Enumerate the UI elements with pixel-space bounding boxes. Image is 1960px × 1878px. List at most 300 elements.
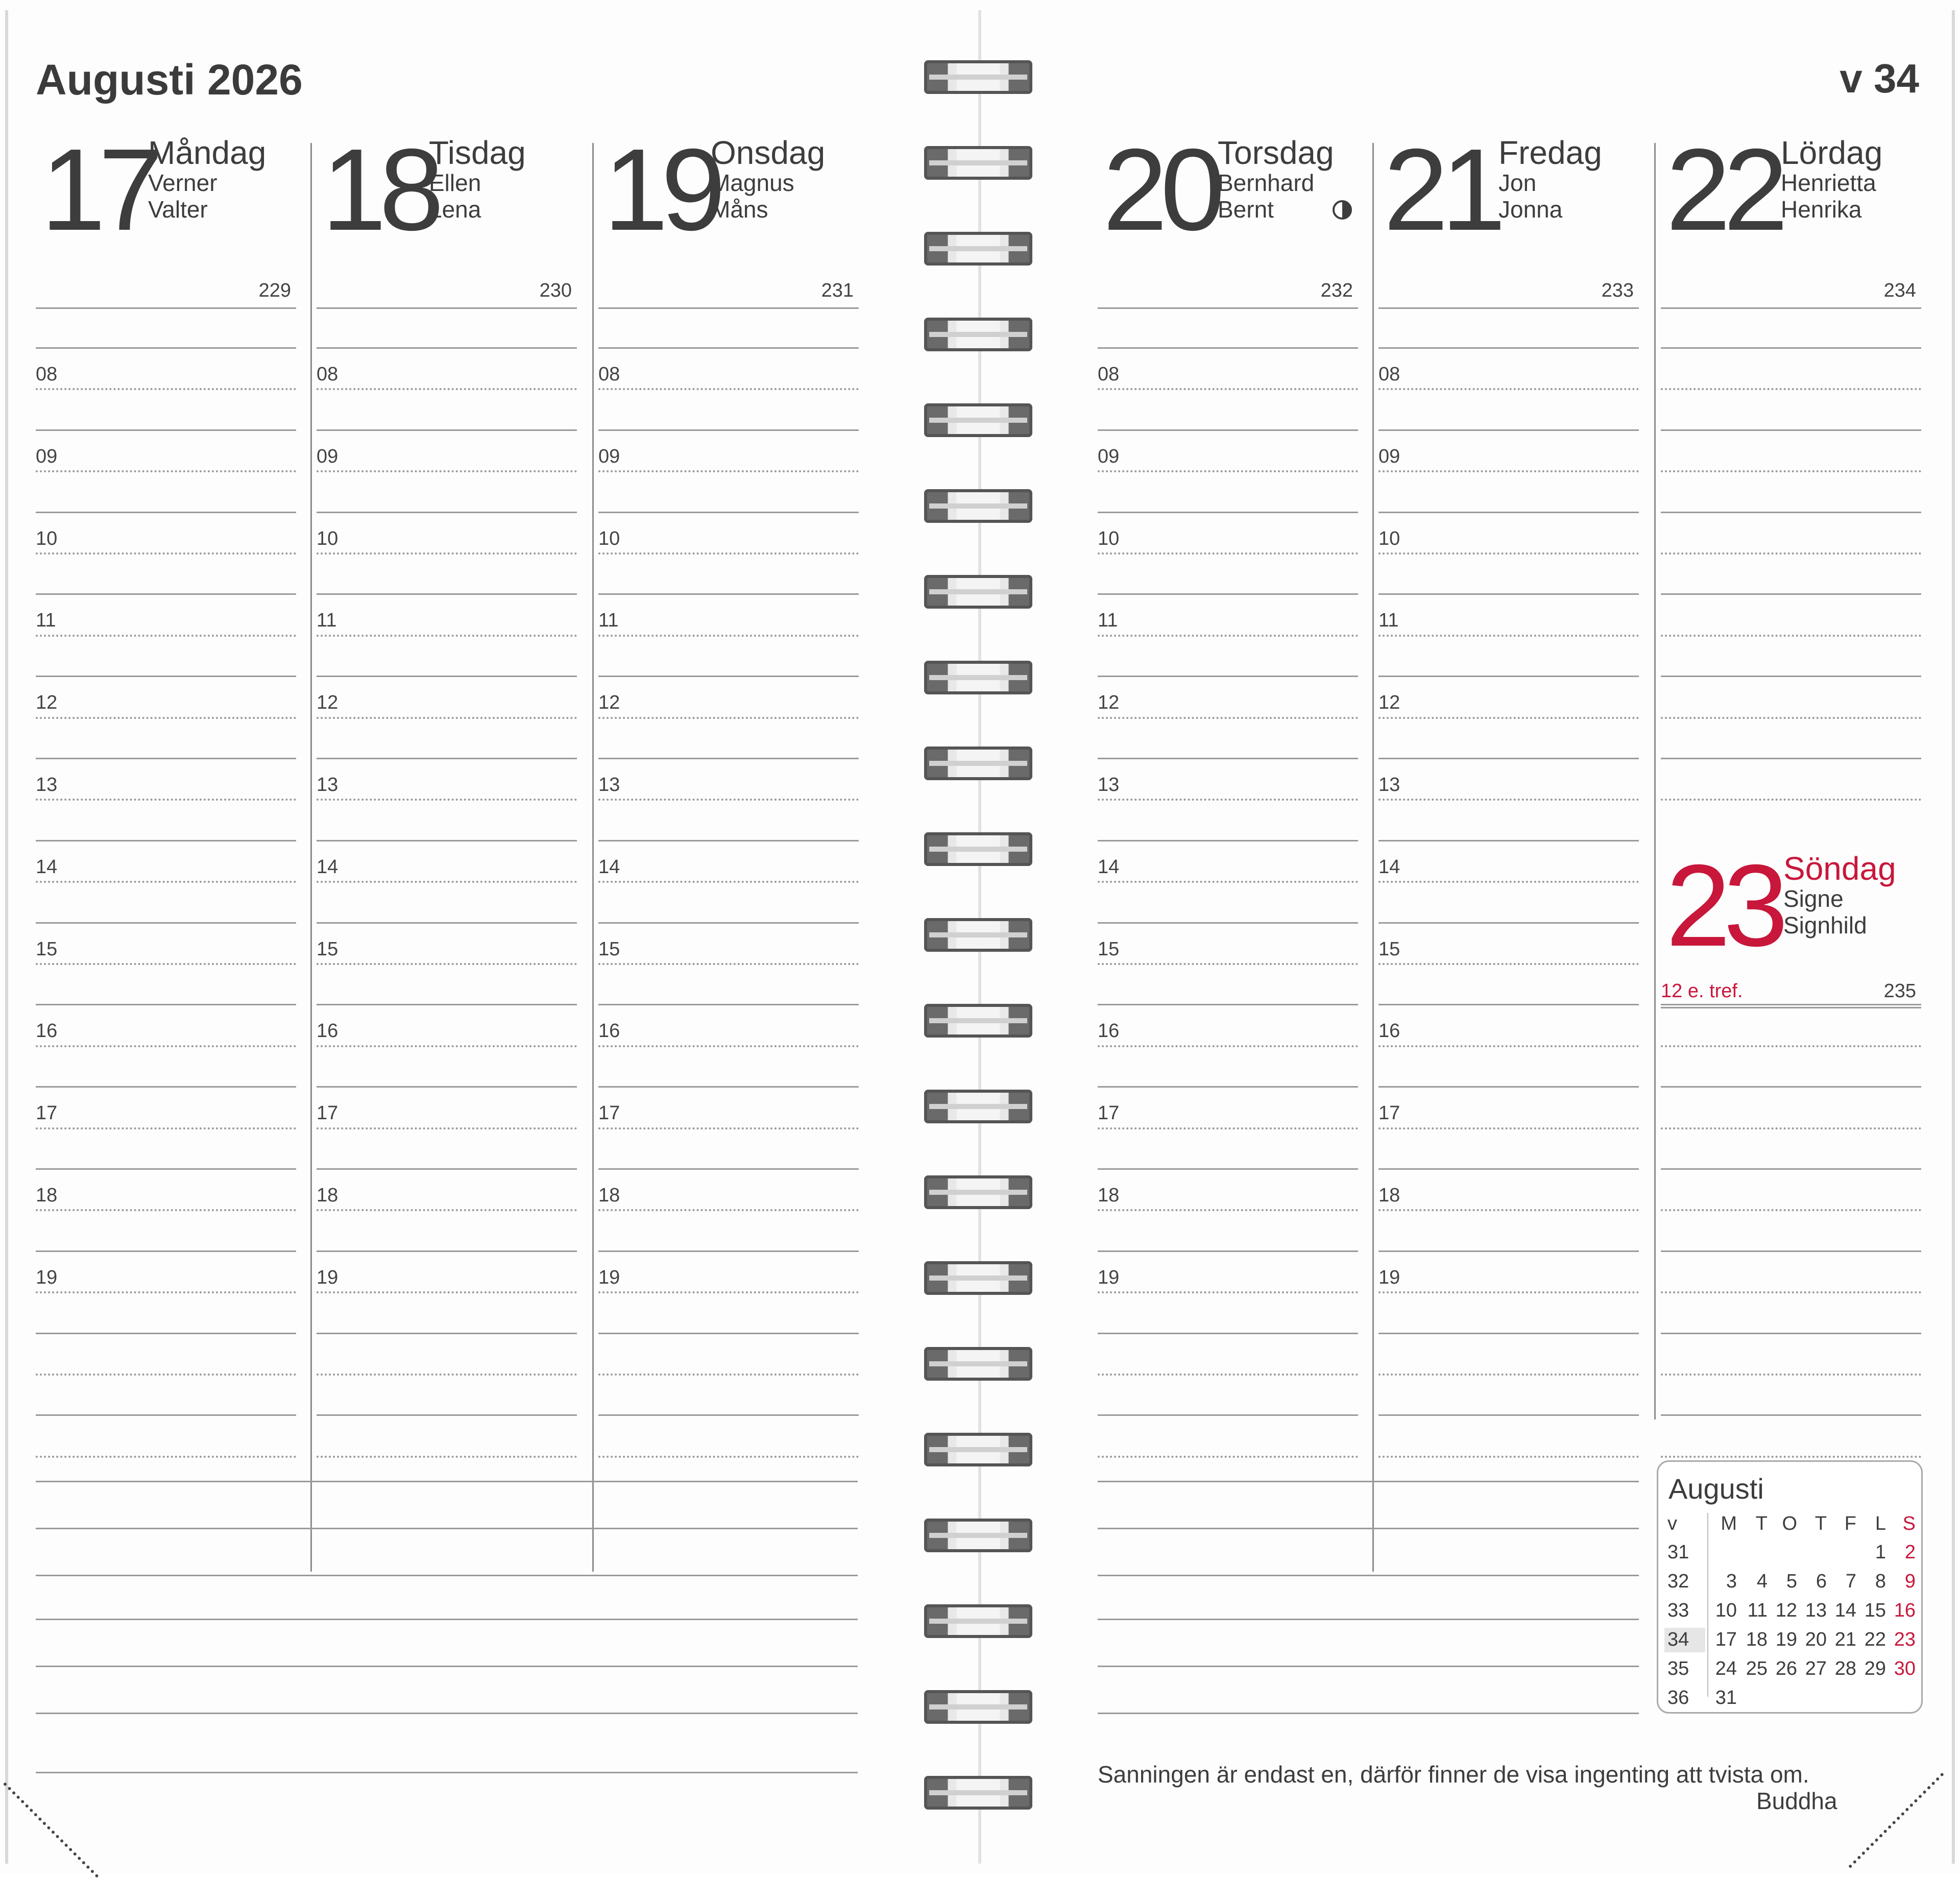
hour-line <box>1378 1250 1639 1252</box>
hour-label: 08 <box>1098 364 1120 385</box>
hour-line <box>598 593 859 595</box>
day-number: 21 <box>1384 125 1499 255</box>
mini-calendar-day: 25 <box>1746 1658 1768 1679</box>
name-day: Ellen <box>429 170 481 196</box>
spiral-ring <box>924 747 1032 780</box>
hour-line <box>36 1414 296 1416</box>
sunday-day-name: Söndag <box>1783 850 1896 887</box>
note-line <box>1098 1481 1639 1482</box>
half-hour-line <box>1378 881 1639 883</box>
mini-calendar-day: 3 <box>1726 1571 1737 1592</box>
mini-calendar-weekday-header: F <box>1844 1513 1856 1534</box>
hour-label: 19 <box>36 1266 58 1288</box>
spiral-ring <box>924 1519 1032 1552</box>
hour-label: 16 <box>36 1020 58 1042</box>
half-hour-line <box>1378 552 1639 555</box>
hour-line <box>1378 758 1639 759</box>
hour-line <box>1661 593 1921 595</box>
hour-label: 18 <box>598 1185 620 1206</box>
hour-label: 09 <box>36 445 58 467</box>
half-hour-line <box>317 552 577 555</box>
half-hour-line <box>317 1209 577 1211</box>
half-hour-line <box>36 1127 296 1129</box>
hour-label: 10 <box>36 527 58 549</box>
mini-calendar-weekday-header: v <box>1667 1513 1677 1534</box>
spiral-ring <box>924 1261 1032 1295</box>
quote-author: Buddha <box>1756 1788 1837 1814</box>
hour-label: 08 <box>1378 364 1400 385</box>
hour-line <box>1378 347 1639 349</box>
hour-label: 18 <box>1378 1185 1400 1206</box>
half-hour-line <box>1098 552 1358 555</box>
hour-line <box>598 512 859 513</box>
half-hour-line <box>36 799 296 801</box>
name-day: Bernhard <box>1218 170 1315 196</box>
mini-calendar-day: 14 <box>1834 1600 1856 1621</box>
hour-line <box>1661 1086 1921 1088</box>
name-day: Jon <box>1498 170 1537 196</box>
hour-line <box>317 593 577 595</box>
hour-line <box>1098 347 1358 349</box>
hour-label: 17 <box>598 1102 620 1124</box>
half-hour-line <box>598 635 859 637</box>
hour-label: 11 <box>598 610 619 632</box>
note-line <box>1098 1713 1639 1714</box>
note-line <box>1098 1619 1639 1620</box>
half-hour-line <box>1661 799 1921 801</box>
mini-calendar-day: 26 <box>1775 1658 1797 1679</box>
half-hour-line <box>598 552 859 555</box>
hour-line <box>1098 922 1358 924</box>
half-hour-line <box>598 1456 859 1458</box>
hour-label: 17 <box>1378 1102 1400 1124</box>
half-hour-line <box>1098 1374 1358 1376</box>
hour-label: 14 <box>1098 856 1120 878</box>
half-hour-line <box>36 1374 296 1376</box>
quote-text: Sanningen är endast en, därför finner de visa ingenting att tvista om. <box>1098 1761 1809 1788</box>
hour-label: 13 <box>317 774 338 796</box>
note-line <box>1098 1666 1639 1667</box>
half-hour-line <box>598 881 859 883</box>
day-of-year: 234 <box>1883 280 1916 301</box>
hour-label: 15 <box>317 938 338 960</box>
half-hour-line <box>1661 1374 1921 1376</box>
half-hour-line <box>36 470 296 472</box>
hour-label: 13 <box>1098 774 1120 796</box>
hour-line <box>1378 1333 1639 1334</box>
day-of-year: 233 <box>1601 280 1634 301</box>
hour-line <box>317 1250 577 1252</box>
spiral-ring <box>924 1090 1032 1123</box>
half-hour-line <box>1098 635 1358 637</box>
spiral-ring <box>924 575 1032 609</box>
mini-calendar-day: 29 <box>1864 1658 1886 1679</box>
note-line <box>36 1619 858 1620</box>
hour-line <box>1661 429 1921 431</box>
half-hour-line <box>1378 1127 1639 1129</box>
mini-calendar-day: 22 <box>1864 1629 1886 1650</box>
hour-line <box>1378 922 1639 924</box>
day-number: 20 <box>1103 125 1218 255</box>
half-hour-line <box>1098 470 1358 472</box>
hour-label: 19 <box>1378 1266 1400 1288</box>
hour-line <box>598 347 859 349</box>
day-header-rule <box>1661 307 1921 309</box>
note-line <box>36 1666 858 1667</box>
spiral-ring <box>924 1433 1032 1466</box>
sunday-header-rule <box>1661 1007 1921 1008</box>
name-day: Signe <box>1783 885 1844 912</box>
half-hour-line <box>1378 1291 1639 1293</box>
hour-line <box>317 512 577 513</box>
half-hour-line <box>1661 388 1921 390</box>
mini-calendar-day: 8 <box>1875 1571 1886 1592</box>
spiral-ring <box>924 1604 1032 1638</box>
half-hour-line <box>1098 1291 1358 1293</box>
hour-line <box>1661 1004 1921 1005</box>
day-of-year: 229 <box>258 280 291 301</box>
hour-label: 18 <box>317 1185 338 1206</box>
mini-calendar-day: 4 <box>1756 1571 1768 1592</box>
hour-label: 09 <box>1098 445 1120 467</box>
hour-label: 18 <box>36 1185 58 1206</box>
hour-line <box>1098 676 1358 677</box>
left-page-edge <box>5 10 8 1864</box>
half-hour-line <box>598 1374 859 1376</box>
half-hour-line <box>317 1291 577 1293</box>
half-hour-line <box>317 881 577 883</box>
sunday-day-number: 23 <box>1666 841 1781 971</box>
month-year-title: Augusti 2026 <box>36 56 303 104</box>
spiral-ring <box>924 1175 1032 1209</box>
half-hour-line <box>1378 470 1639 472</box>
hour-line <box>1378 676 1639 677</box>
half-hour-line <box>1378 388 1639 390</box>
hour-line <box>36 1333 296 1334</box>
half-hour-line <box>317 470 577 472</box>
half-hour-line <box>1378 1209 1639 1211</box>
hour-label: 10 <box>598 527 620 549</box>
hour-label: 10 <box>1098 527 1120 549</box>
hour-label: 16 <box>317 1020 338 1042</box>
hour-line <box>36 429 296 431</box>
note-line <box>36 1575 858 1576</box>
hour-line <box>36 758 296 759</box>
half-hour-line <box>598 1045 859 1047</box>
mini-calendar-week-number: 34 <box>1667 1629 1689 1650</box>
hour-label: 12 <box>1098 692 1120 714</box>
spiral-ring <box>924 403 1032 437</box>
hour-line <box>1378 1004 1639 1005</box>
hour-label: 11 <box>36 610 56 632</box>
column-separator <box>592 143 594 1572</box>
spiral-ring <box>924 1776 1032 1810</box>
spiral-ring <box>924 918 1032 952</box>
mini-calendar-day: 15 <box>1864 1600 1886 1621</box>
half-hour-line <box>36 963 296 965</box>
mini-calendar-weekday-header: L <box>1875 1513 1886 1534</box>
day-name: Onsdag <box>711 134 826 171</box>
half-hour-line <box>1098 1045 1358 1047</box>
hour-label: 13 <box>598 774 620 796</box>
column-separator <box>1372 143 1374 1572</box>
half-hour-line <box>317 635 577 637</box>
spiral-ring <box>924 1690 1032 1724</box>
note-line <box>36 1528 858 1529</box>
half-hour-line <box>598 1127 859 1129</box>
name-day: Lena <box>429 196 481 223</box>
hour-line <box>1098 1086 1358 1088</box>
hour-label: 08 <box>317 364 338 385</box>
half-hour-line <box>36 1291 296 1293</box>
day-name: Måndag <box>148 134 267 171</box>
half-hour-line <box>598 963 859 965</box>
hour-label: 17 <box>36 1102 58 1124</box>
mini-calendar-day: 27 <box>1805 1658 1827 1679</box>
half-hour-line <box>598 1291 859 1293</box>
hour-line <box>317 347 577 349</box>
hour-label: 16 <box>1098 1020 1120 1042</box>
hour-line <box>598 1250 859 1252</box>
hour-line <box>1661 1168 1921 1170</box>
spiral-ring <box>924 489 1032 523</box>
day-number: 22 <box>1666 125 1781 255</box>
hour-line <box>36 1004 296 1005</box>
spiral-ring <box>924 832 1032 866</box>
day-header-rule <box>598 307 859 309</box>
half-hour-line <box>36 717 296 719</box>
half-hour-line <box>317 1045 577 1047</box>
spiral-ring <box>924 232 1032 266</box>
half-hour-line <box>1661 1456 1921 1458</box>
hour-line <box>598 1168 859 1170</box>
hour-line <box>1661 347 1921 349</box>
half-hour-line <box>1098 1127 1358 1129</box>
mini-calendar-day: 5 <box>1786 1571 1797 1592</box>
mini-calendar-day: 11 <box>1747 1600 1768 1621</box>
note-line <box>36 1713 858 1714</box>
day-of-year: 235 <box>1883 980 1916 1002</box>
mini-calendar-day: 13 <box>1805 1600 1827 1621</box>
hour-label: 19 <box>1098 1266 1120 1288</box>
half-hour-line <box>1378 1045 1639 1047</box>
mini-calendar-day: 24 <box>1715 1658 1737 1679</box>
hour-line <box>1661 512 1921 513</box>
hour-line <box>36 922 296 924</box>
name-day: Henrietta <box>1781 170 1876 196</box>
hour-line <box>317 1333 577 1334</box>
day-of-year: 231 <box>821 280 854 301</box>
half-hour-line <box>1098 388 1358 390</box>
half-hour-line <box>1378 1456 1639 1458</box>
half-hour-line <box>1098 799 1358 801</box>
hour-label: 15 <box>1098 938 1120 960</box>
hour-line <box>598 429 859 431</box>
mini-calendar-title: Augusti <box>1668 1473 1764 1505</box>
hour-line <box>36 1086 296 1088</box>
hour-line <box>1098 758 1358 759</box>
half-hour-line <box>36 635 296 637</box>
half-hour-line <box>1661 635 1921 637</box>
week-number-title: v 34 <box>1840 56 1919 101</box>
mini-calendar-day: 31 <box>1715 1687 1737 1708</box>
hour-line <box>598 1333 859 1334</box>
spiral-ring <box>924 1004 1032 1038</box>
hour-line <box>598 1004 859 1005</box>
half-hour-line <box>598 799 859 801</box>
mini-calendar-day: 10 <box>1715 1600 1737 1621</box>
half-moon-icon <box>1333 200 1352 220</box>
hour-label: 16 <box>598 1020 620 1042</box>
half-hour-line <box>1098 717 1358 719</box>
mini-calendar-day: 30 <box>1894 1658 1916 1679</box>
mini-calendar-weekday-header: T <box>1755 1513 1768 1534</box>
mini-calendar-weekday-header: O <box>1782 1513 1797 1534</box>
hour-label: 13 <box>36 774 58 796</box>
hour-label: 18 <box>1098 1185 1120 1206</box>
hour-line <box>1378 429 1639 431</box>
half-hour-line <box>317 1127 577 1129</box>
mini-calendar-day: 12 <box>1775 1600 1797 1621</box>
hour-line <box>1378 1168 1639 1170</box>
mini-calendar-day: 28 <box>1834 1658 1856 1679</box>
hour-line <box>1378 840 1639 841</box>
hour-line <box>36 512 296 513</box>
hour-line <box>598 922 859 924</box>
hour-line <box>36 347 296 349</box>
hour-label: 08 <box>36 364 58 385</box>
hour-line <box>598 1086 859 1088</box>
day-of-year: 232 <box>1320 280 1353 301</box>
hour-line <box>1378 593 1639 595</box>
mini-calendar-day: 2 <box>1904 1542 1916 1563</box>
hour-line <box>317 840 577 841</box>
hour-line <box>1098 1004 1358 1005</box>
half-hour-line <box>36 1209 296 1211</box>
name-day: Henrika <box>1781 196 1862 223</box>
mini-calendar-day: 16 <box>1894 1600 1916 1621</box>
half-hour-line <box>598 388 859 390</box>
hour-label: 12 <box>598 692 620 714</box>
half-hour-line <box>36 1456 296 1458</box>
hour-line <box>317 1414 577 1416</box>
hour-line <box>1098 593 1358 595</box>
spiral-ring <box>924 1347 1032 1381</box>
hour-line <box>317 1004 577 1005</box>
half-hour-line <box>598 470 859 472</box>
hour-label: 11 <box>1098 610 1118 632</box>
half-hour-line <box>1378 717 1639 719</box>
hour-label: 14 <box>1378 856 1400 878</box>
right-page-edge <box>1952 10 1955 1864</box>
hour-line <box>598 840 859 841</box>
hour-line <box>598 676 859 677</box>
half-hour-line <box>1661 552 1921 555</box>
half-hour-line <box>1098 1209 1358 1211</box>
day-of-year: 230 <box>539 280 572 301</box>
name-day: Måns <box>711 196 768 223</box>
hour-line <box>1098 840 1358 841</box>
hour-label: 09 <box>598 445 620 467</box>
hour-line <box>317 1086 577 1088</box>
half-hour-line <box>1098 881 1358 883</box>
mini-calendar-day: 1 <box>1875 1542 1886 1563</box>
sunday-note: 12 e. tref. <box>1661 980 1743 1002</box>
hour-line <box>1661 1250 1921 1252</box>
spiral-ring <box>924 661 1032 694</box>
hour-line <box>598 758 859 759</box>
mini-calendar-weekday-header: T <box>1814 1513 1827 1534</box>
hour-label: 14 <box>598 856 620 878</box>
name-day: Signhild <box>1783 912 1867 938</box>
mini-calendar-day: 7 <box>1845 1571 1856 1592</box>
half-hour-line <box>317 963 577 965</box>
hour-label: 11 <box>317 610 337 632</box>
half-hour-line <box>1661 1127 1921 1129</box>
hour-label: 16 <box>1378 1020 1400 1042</box>
hour-label: 08 <box>598 364 620 385</box>
mini-calendar-day: 23 <box>1894 1629 1916 1650</box>
day-number: 17 <box>41 125 156 255</box>
mini-calendar-day: 6 <box>1816 1571 1827 1592</box>
half-hour-line <box>1661 1291 1921 1293</box>
half-hour-line <box>317 1456 577 1458</box>
hour-line <box>36 593 296 595</box>
half-hour-line <box>1661 1045 1921 1047</box>
column-separator <box>310 143 312 1572</box>
name-day: Bernt <box>1218 196 1274 223</box>
hour-label: 19 <box>598 1266 620 1288</box>
half-hour-line <box>36 1045 296 1047</box>
mini-calendar-day: 18 <box>1746 1629 1768 1650</box>
day-number: 18 <box>322 125 437 255</box>
hour-line <box>1661 758 1921 759</box>
mini-calendar-week-number: 31 <box>1667 1542 1689 1563</box>
mini-calendar-week-number: 36 <box>1667 1687 1689 1708</box>
hour-label: 19 <box>317 1266 338 1288</box>
day-header-rule <box>36 307 296 309</box>
hour-label: 10 <box>1378 527 1400 549</box>
half-hour-line <box>1378 635 1639 637</box>
half-hour-line <box>1378 1374 1639 1376</box>
hour-line <box>598 1414 859 1416</box>
hour-label: 15 <box>598 938 620 960</box>
mini-calendar-day: 21 <box>1834 1629 1856 1650</box>
name-day: Verner <box>148 170 217 196</box>
half-hour-line <box>317 1374 577 1376</box>
day-name: Lördag <box>1781 134 1883 171</box>
day-number: 19 <box>603 125 719 255</box>
hour-line <box>1098 1168 1358 1170</box>
name-day: Magnus <box>711 170 794 196</box>
hour-line <box>1098 1250 1358 1252</box>
half-hour-line <box>1098 1456 1358 1458</box>
half-hour-line <box>1098 963 1358 965</box>
half-hour-line <box>598 1209 859 1211</box>
half-hour-line <box>317 799 577 801</box>
hour-line <box>1378 1414 1639 1416</box>
hour-line <box>317 922 577 924</box>
half-hour-line <box>36 388 296 390</box>
hour-line <box>1098 512 1358 513</box>
half-hour-line <box>1661 717 1921 719</box>
hour-line <box>1661 1333 1921 1334</box>
hour-label: 09 <box>1378 445 1400 467</box>
hour-line <box>1661 1414 1921 1416</box>
hour-line <box>1098 1333 1358 1334</box>
hour-line <box>36 676 296 677</box>
hour-line <box>1378 512 1639 513</box>
